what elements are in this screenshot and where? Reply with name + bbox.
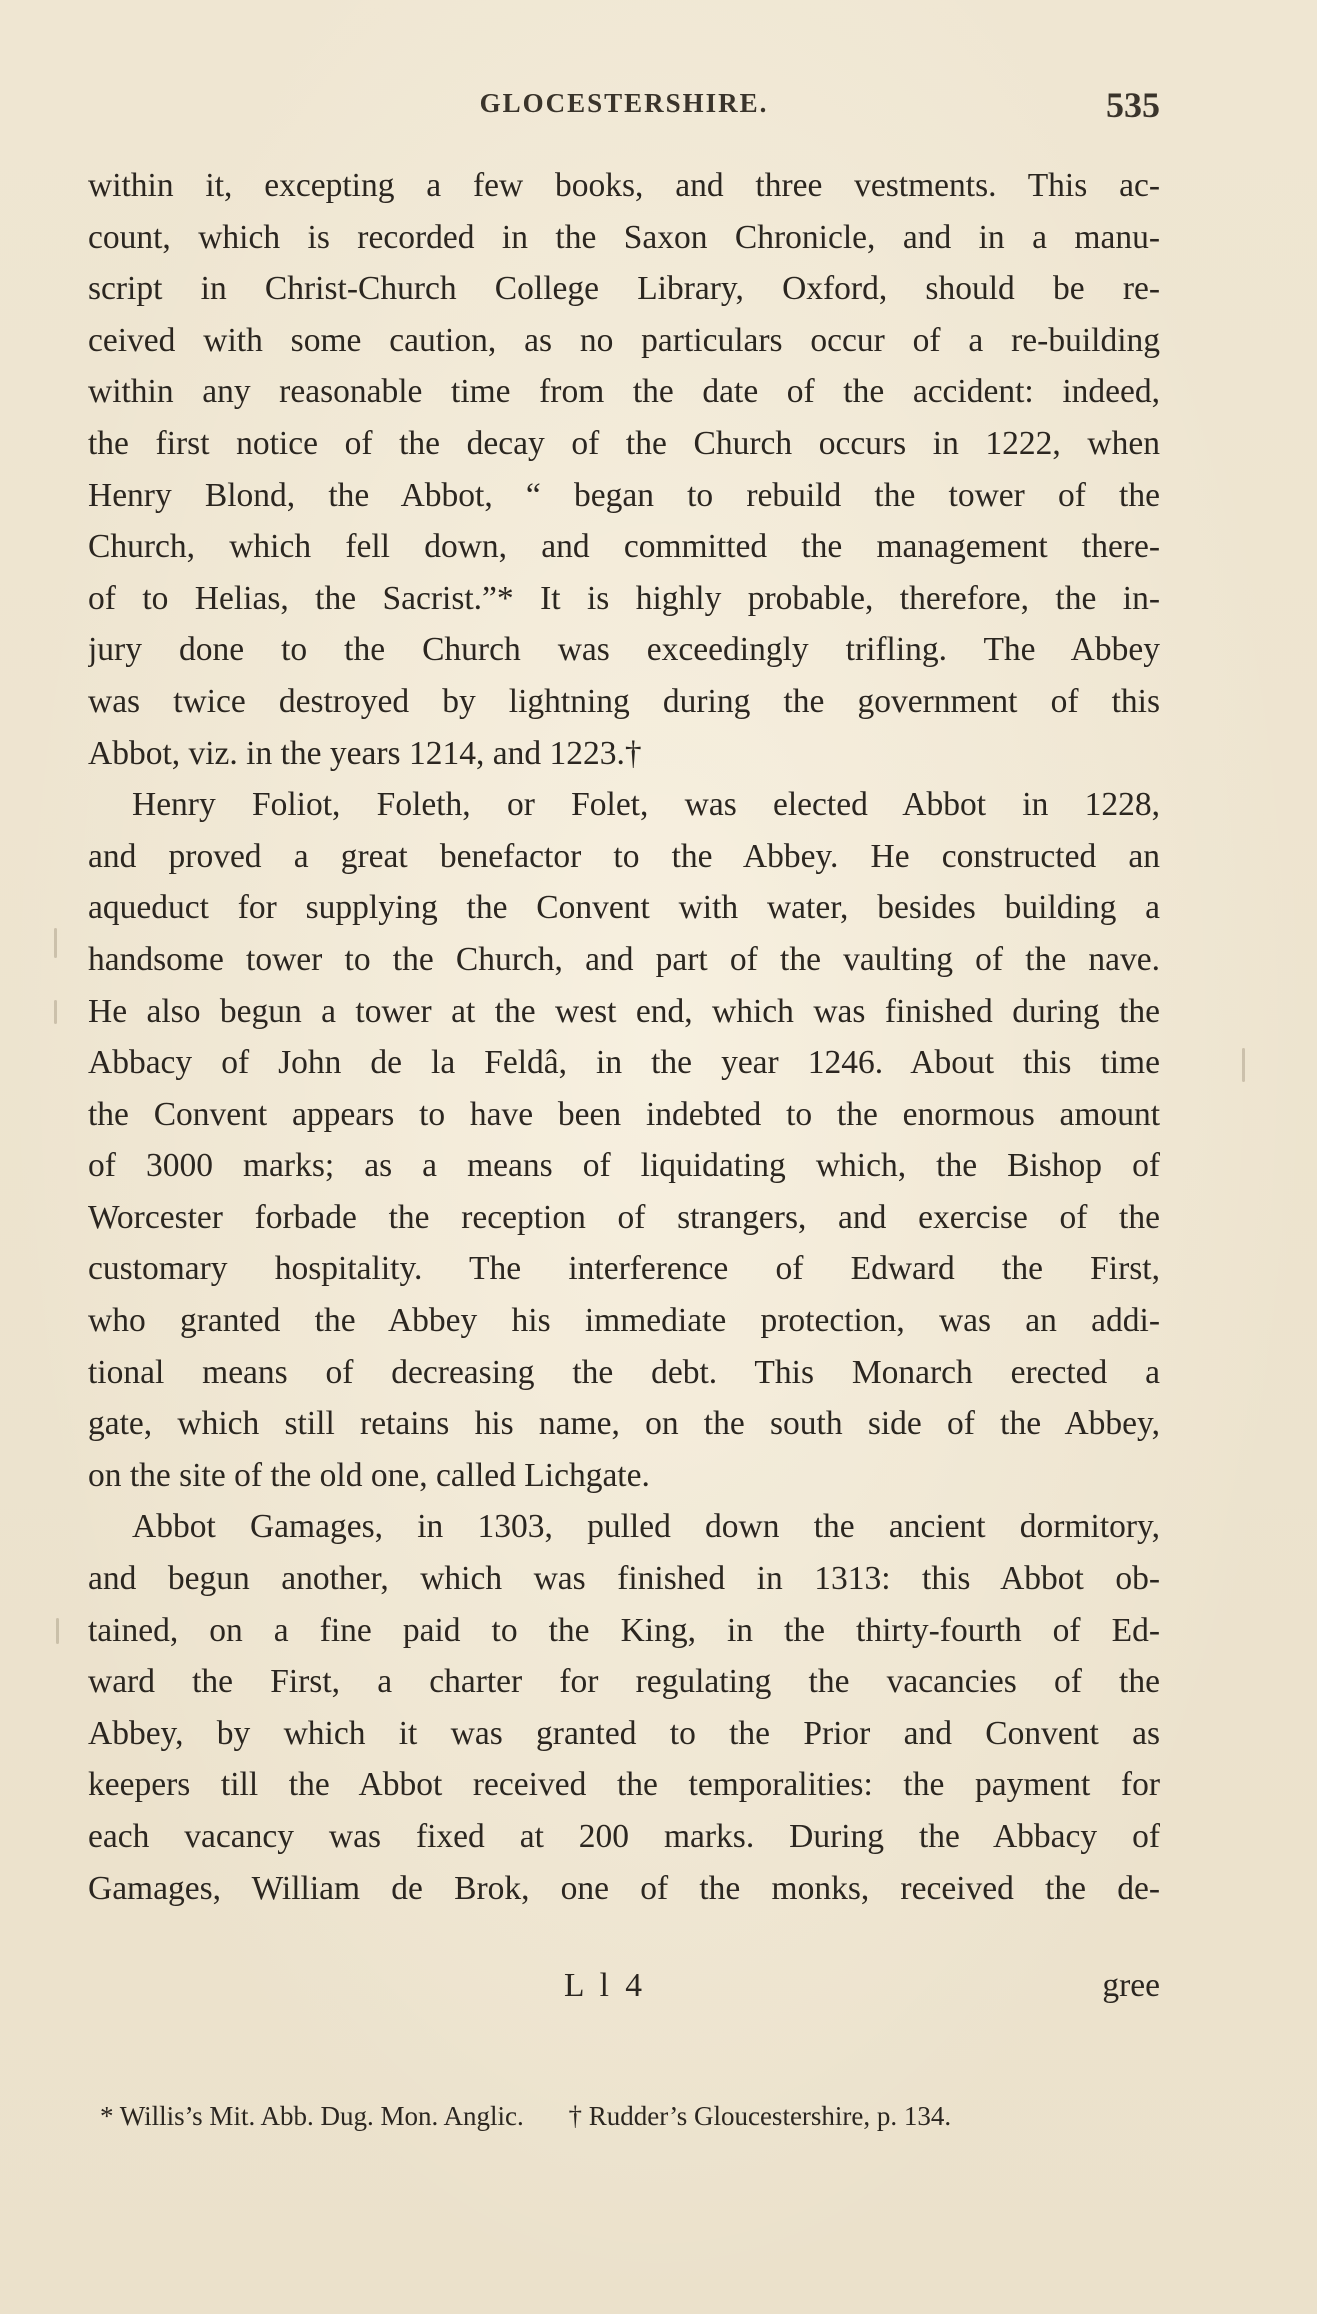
catch-line [88,1960,1160,2012]
signature-mark: L l 4 [564,1967,647,2004]
text-line: Church, which fell down, and committed the management there- [88,528,1160,566]
text-line: aqueduct for supplying the Convent with water, besides building a [88,889,1160,927]
text-line: within any reasonable time from the date of the accident: indeed, [88,373,1160,411]
page-number: 535 [1106,85,1160,125]
text-line: ceived with some caution, as no particulars occur of a re-building [88,321,1160,359]
body-text [88,160,1160,1914]
text-line: Abbey, by which it was granted to the Prior and Convent as [88,1714,1160,1752]
paragraph-end-line: on the site of the old one, called Lichgate. [88,1456,650,1494]
text-line: customary hospitality. The interference of Edward the First, [88,1250,1160,1288]
text-line: count, which is recorded in the Saxon Chronicle, and in a manu- [88,218,1160,256]
text-line: each vacancy was fixed at 200 marks. During the Abbacy of [88,1818,1160,1855]
running-title: GLOCESTERSHIRE. [479,88,769,118]
text-line: was twice destroyed by lightning during the government of this [88,682,1160,720]
text-line: script in Christ-Church College Library, Oxford, should be re- [88,270,1160,308]
running-head [88,85,1160,134]
text-line: gate, which still retains his name, on the south side of the Abbey, [88,1405,1160,1443]
text-line: who granted the Abbey his immediate protection, was an addi- [88,1302,1160,1340]
text-line: tained, on a fine paid to the King, in the thirty-fourth of Ed- [88,1611,1160,1649]
text-line: tional means of decreasing the debt. This Monarch erected a [88,1353,1160,1391]
text-line: keepers till the Abbot received the temporalities: the payment for [88,1766,1160,1804]
catchword: gree [1102,1967,1160,2004]
paper-speck [54,928,57,958]
text-line: and proved a great benefactor to the Abbey. He constructed an [88,837,1160,875]
text-line: jury done to the Church was exceedingly trifling. The Abbey [88,631,1160,669]
text-line: Henry Blond, the Abbot, “ began to rebuild the tower of the [88,476,1160,514]
text-line: and begun another, which was finished in 1313: this Abbot ob- [88,1560,1160,1598]
text-line: Worcester forbade the reception of strangers, and exercise of the [88,1198,1160,1236]
text-line: Gamages, William de Brok, one of the monks, received the de- [88,1869,1160,1907]
text-line: handsome tower to the Church, and part of the vaulting of the nave. [88,940,1160,978]
text-line: He also begun a tower at the west end, which was finished during the [88,992,1160,1030]
text-line: the first notice of the decay of the Church occurs in 1222, when [88,424,1160,462]
text-line: Abbacy of John de la Feldâ, in the year 1246. About this time [88,1044,1160,1082]
paper-speck [1242,1048,1245,1082]
paper-speck [56,1618,59,1644]
text-line: the Convent appears to have been indebted to the enormous amount [88,1095,1160,1133]
paragraph-end-line: Abbot, viz. in the years 1214, and 1223.† [88,734,642,772]
text-line: within it, excepting a few books, and three vestments. This ac- [88,167,1160,204]
text-line: of to Helias, the Sacrist.”* It is highly probable, therefore, the in- [88,579,1160,617]
paper-speck [54,1000,57,1024]
footnotes [100,2092,1160,2140]
text-line: ward the First, a charter for regulating the vacancies of the [88,1663,1160,1701]
paragraph-start-line: Henry Foliot, Foleth, or Folet, was elected Abbot in 1228, [132,786,1160,824]
footnote-asterisk: * Willis’s Mit. Abb. Dug. Mon. Anglic. [100,2101,524,2131]
footnote-dagger: † Rudder’s Gloucestershire, p. 134. [568,2101,952,2131]
text-line: of 3000 marks; as a means of liquidating which, the Bishop of [88,1147,1160,1185]
paragraph-start-line: Abbot Gamages, in 1303, pulled down the ancient dormitory, [132,1508,1160,1546]
